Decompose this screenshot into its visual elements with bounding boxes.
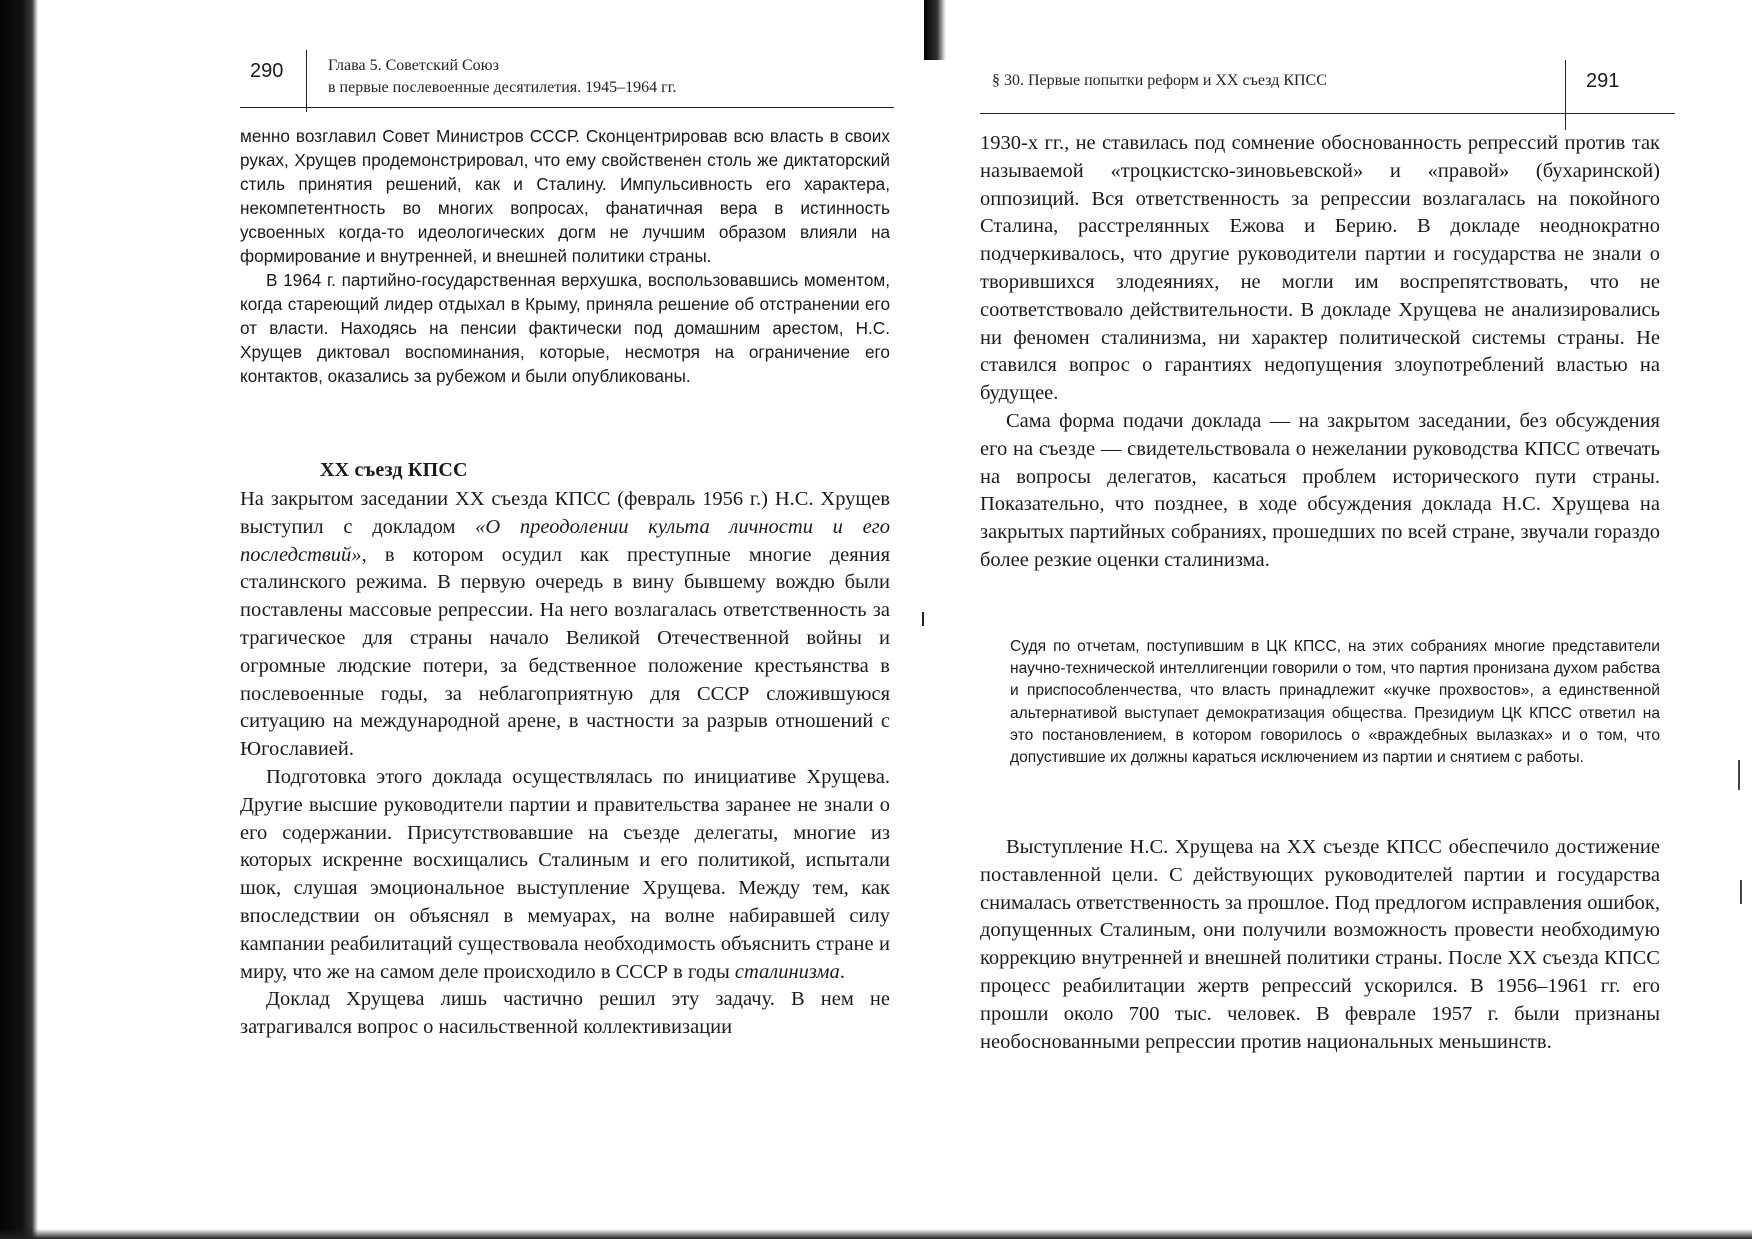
page-number: 290 <box>250 60 284 82</box>
paragraph: 1930-х гг., не ставилась под сомнение обоснованность репрессий против так называемой «троцкистско-зиновьевской» и «правой» (бухаринской) оппозиций. Вся ответственность за репрессии возлагалась на покойного Сталина, расстрелянных Ежова и Берию. В докладе неоднократно подчеркивалось, что другие руководители партии и государства не знали о творившихся злодеяниях, не могли им воспрепятствовать, что не соответствовало действительности. В докладе Хрущева не анализировались ни феномен сталинизма, ни характер политической системы страны. Не ставился вопрос о гарантиях недопущения злоупотреблений властью на будущее. <box>980 132 1660 405</box>
paragraph: Выступление Н.С. Хрущева на XX съезде КПСС обеспечило достижение поставленной цели. С действующих руководителей партии и государства снималась ответственность за прошлое. Под предлогом исправления ошибок, допущенных Сталиным, они получили возможность провести необходимую коррекцию внутренней и внешней политики страны. После XX съезда КПСС процесс реабилитации жертв репрессий ускорился. В 1956–1961 гг. его прошли около 700 тыс. человек. В феврале 1957 г. были признаны необоснованными репрессии против национальных меньшинств. <box>980 836 1660 1053</box>
edge-mark <box>1738 760 1740 790</box>
paragraph <box>240 764 890 986</box>
header-rule <box>240 107 894 108</box>
intro-text <box>240 124 890 388</box>
header-divider <box>1565 60 1566 130</box>
page-number: 291 <box>1586 70 1620 92</box>
section-heading: XX съезд КПСС <box>320 459 468 481</box>
text-run: На закрытом заседании XX съезда КПСС (февраль 1956 г.) Н.С. Хрущев выступил с докладом <box>240 488 890 538</box>
italic-term: сталинизма <box>734 960 840 983</box>
header-divider <box>306 50 307 112</box>
quote-text: Судя по отчетам, поступившим в ЦК КПСС, на этих собраниях многие представители научно-технической интеллигенции говорили о том, что партия пронизана духом рабства и приспособленчества, что власть принадлежит «кучке прохвостов», а единственной альтернативой выступает демократизация общества. Президиум ЦК КПСС ответил на это постановлением, в котором говорилось о «враждебных вылазках» и о том, что допустившие их должны караться исключением из партии и снятием с работы. <box>1010 638 1660 767</box>
quote-block <box>1010 636 1660 769</box>
paragraph <box>240 486 890 764</box>
running-head-line1: Глава 5. Советский Союз <box>328 57 499 74</box>
text-run: Подготовка этого доклада осуществлялась по инициативе Хрущева. Другие высшие руководители партии и правительства заранее не знали о его содержании. Присутствовавшие на съезде делегаты, многие из которых искренне восхищались Сталиным и его политикой, испытали шок, слушая эмоциональное выступление Хрущева. Между тем, как впоследствии он объяснял в мемуарах, на волне набиравшей силу кампании реабилитаций существовала необходимость объяснить стране и миру, что же на самом деле происходило в СССР в годы <box>240 765 890 983</box>
body-text <box>240 486 890 1042</box>
text-run: , в котором осудил как преступные многие деяния сталинского режима. В первую очередь в вину бывшему вождю были поставлены массовые репрессии. На него возлагалась ответственность за трагическое для страны начало Великой Отечественной войны и огромные людские потери, за бедственное положение крестьянства в послевоенные годы, за неблагоприятную для СССР сложившуюся ситуацию на международной арене, в частности за разрыв отношений с Югославией. <box>240 543 890 761</box>
body-text-bottom <box>980 834 1660 1056</box>
paragraph: Сама форма подачи доклада — на закрытом заседании, без обсуждения его на съезде — свидетельствовала о нежелании руководства КПСС отвечать на вопросы делегатов, касаться проблем исторического пути страны. Показательно, что позднее, в ходе обсуждения доклада Н.С. Хрущева на закрытых партийных собраниях, прошедших по всей стране, звучали гораздо более резкие оценки сталинизма. <box>980 409 1660 571</box>
body-text-top <box>980 130 1660 575</box>
running-head: § 30. Первые попытки реформ и XX съезд КПСС <box>992 72 1327 89</box>
header-rule <box>980 113 1675 114</box>
paragraph: В 1964 г. партийно-государственная верхушка, воспользовавшись моментом, когда стареющий лидер отдыхал в Крыму, приняла решение об отстранении его от власти. Находясь на пенсии фактически под домашним арестом, Н.С. Хрущев диктовал воспоминания, которые, несмотря на ограничение его контактов, оказались за рубежом и были опубликованы. <box>240 270 890 386</box>
paragraph: Доклад Хрущева лишь частично решил эту задачу. В нем не затрагивался вопрос о насильственной коллективизации <box>240 988 890 1039</box>
text-run: . <box>839 960 845 983</box>
right-page <box>950 0 1752 1239</box>
book-spine-shadow <box>924 0 946 60</box>
paragraph: менно возглавил Совет Министров СССР. Сконцентрировав всю власть в своих руках, Хрущев продемонстрировал, что ему свойственен столь же диктаторский стиль принятия решений, как и Сталину. Импульсивность его характера, некомпетентность во многих вопросах, фанатичная вера в истинность усвоенных когда-то идеологических догм не лучшим образом влияли на формирование и внутренней, и внешней политики страны. <box>240 126 890 266</box>
report-title: «О преодолении культа личности и его последствий» <box>240 515 890 566</box>
gutter-mark <box>922 612 924 626</box>
running-head-line2: в первые послевоенные десятилетия. 1945–1964 гг. <box>328 79 677 96</box>
edge-mark <box>1740 880 1742 904</box>
